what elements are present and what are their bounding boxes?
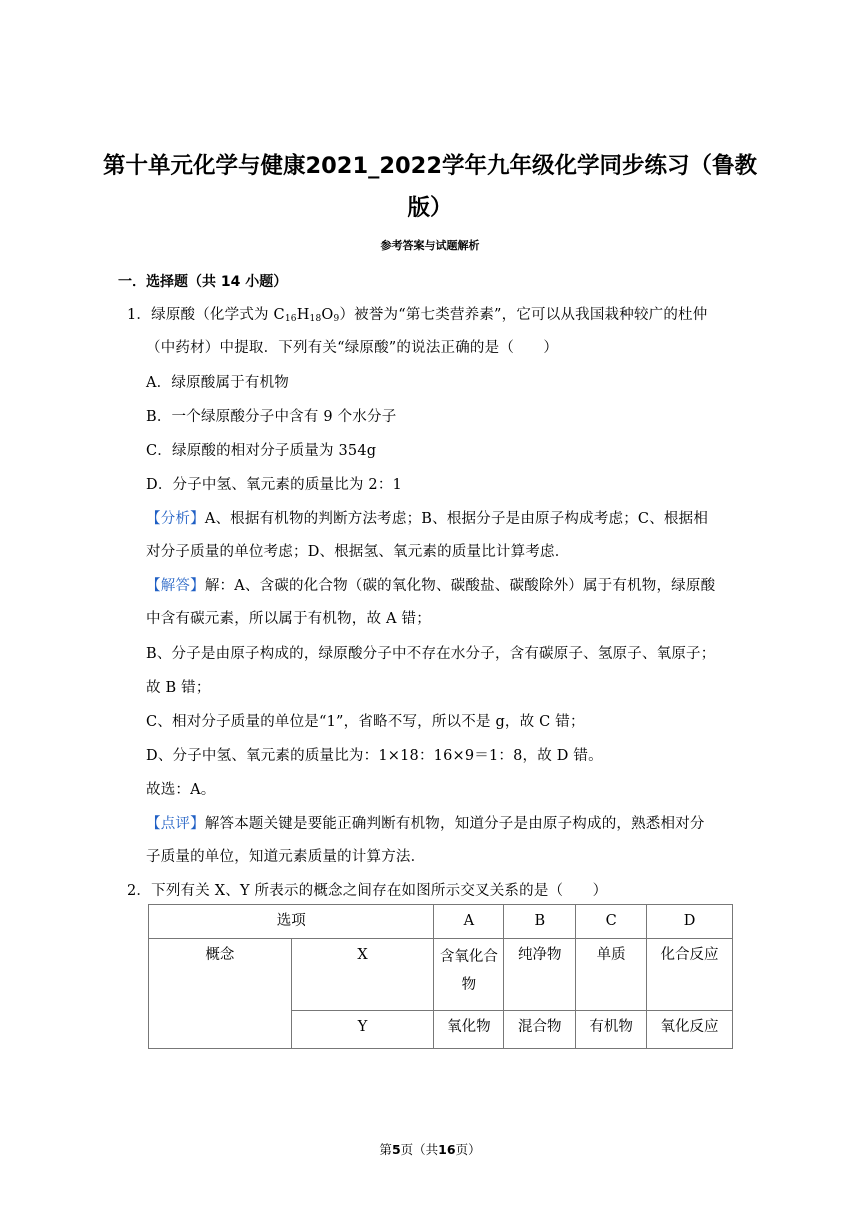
q1-comment-line1 [146,812,705,833]
footer-text: 页（共 [400,1142,439,1157]
q1-answer-line4: 故 B 错； [146,680,211,696]
answer-text: 解：A、含碳的化合物（碳的氧化物、碳酸盐、碳酸除外）属于有机物，绿原酸 [204,578,716,594]
table-cell: 混合物 [504,1011,576,1049]
q1-answer-line7: 故选：A。 [146,782,216,798]
comment-text: 解答本题关键是要能正确判断有机物，知道分子是由原子构成的，熟悉相对分 [204,816,705,832]
formula-subscript: 18 [309,314,322,324]
table-header-cell: C [576,905,647,939]
table-cell: 氧化反应 [647,1011,733,1049]
table-cell: 纯净物 [504,939,576,1011]
q1-analysis-line1 [146,507,708,528]
table-cell: 含氧化合物 [434,939,504,1011]
table-cell: 氧化物 [434,1011,504,1049]
q1-stem-text: ）被誉为“第七类营养素”，它可以从我国栽种较广的杜仲 [339,307,708,323]
q1-option-d: D．分子中氢、氧元素的质量比为 2：1 [146,477,402,493]
q1-answer-line1 [146,574,715,595]
footer-text: 页） [455,1142,481,1157]
formula-element: H [296,307,310,323]
table-cell: 有机物 [576,1011,647,1049]
page-title-line2: 版） [407,195,453,221]
table-header-cell: B [504,905,576,939]
table-cell: 单质 [576,939,647,1011]
q1-option-c: C．绿原酸的相对分子质量为 354g [146,443,377,459]
q1-answer-line5: C、相对分子质量的单位是“1”，省略不写，所以不是 g，故 C 错； [146,714,585,730]
q1-answer-line6: D、分子中氢、氧元素的质量比为：1×18：16×9＝1：8，故 D 错。 [146,748,603,764]
table-cell: X [291,939,434,1011]
q1-option-a: A．绿原酸属于有机物 [146,375,289,391]
table-header-row [149,905,733,939]
footer-page-number: 5 [391,1142,401,1157]
table-concept-label: 概念 [149,939,292,1049]
q1-stem-line1 [127,303,707,324]
q1-stem-line2: （中药材）中提取．下列有关“绿原酸”的说法正确的是（ ） [146,340,559,356]
page-title-line1: 第十单元化学与健康2021_2022学年九年级化学同步练习（鲁教 [103,153,757,179]
table-cell: 化合反应 [647,939,733,1011]
q1-option-b: B．一个绿原酸分子中含有 9 个水分子 [146,409,397,425]
formula-subscript: 16 [284,314,297,324]
footer-total-pages: 16 [438,1142,456,1157]
footer-text: 第 [379,1142,392,1157]
table-header-cell: 选项 [149,905,434,939]
q2-options-table [148,904,733,1049]
q2-stem: 2．下列有关 X、Y 所表示的概念之间存在如图所示交叉关系的是（ ） [127,883,608,899]
formula-element: O [321,307,334,323]
q1-answer-line2: 中含有碳元素，所以属于有机物，故 A 错； [146,611,431,627]
q1-answer-line3: B、分子是由原子构成的，绿原酸分子中不存在水分子，含有碳原子、氢原子、氧原子； [146,646,716,662]
section-heading: 一．选择题（共 14 小题） [118,274,288,290]
table-row [149,939,733,1011]
table-header-cell: A [434,905,504,939]
q1-stem-text: 1．绿原酸（化学式为 C [127,307,285,323]
analysis-text: A、根据有机物的判断方法考虑；B、根据分子是由原子构成考虑；C、根据相 [204,511,709,527]
page-subtitle: 参考答案与试题解析 [380,239,480,252]
formula-subscript: 9 [333,314,340,324]
table-cell: Y [291,1011,434,1049]
comment-tag: 【点评】 [146,816,205,832]
answer-tag: 【解答】 [146,578,205,594]
q1-comment-line2: 子质量的单位，知道元素质量的计算方法． [146,849,426,865]
q1-analysis-line2: 对分子质量的单位考虑；D、根据氢、氧元素的质量比计算考虑． [146,544,570,560]
page-footer [0,1140,860,1158]
analysis-tag: 【分析】 [146,511,205,527]
table-header-cell: D [647,905,733,939]
